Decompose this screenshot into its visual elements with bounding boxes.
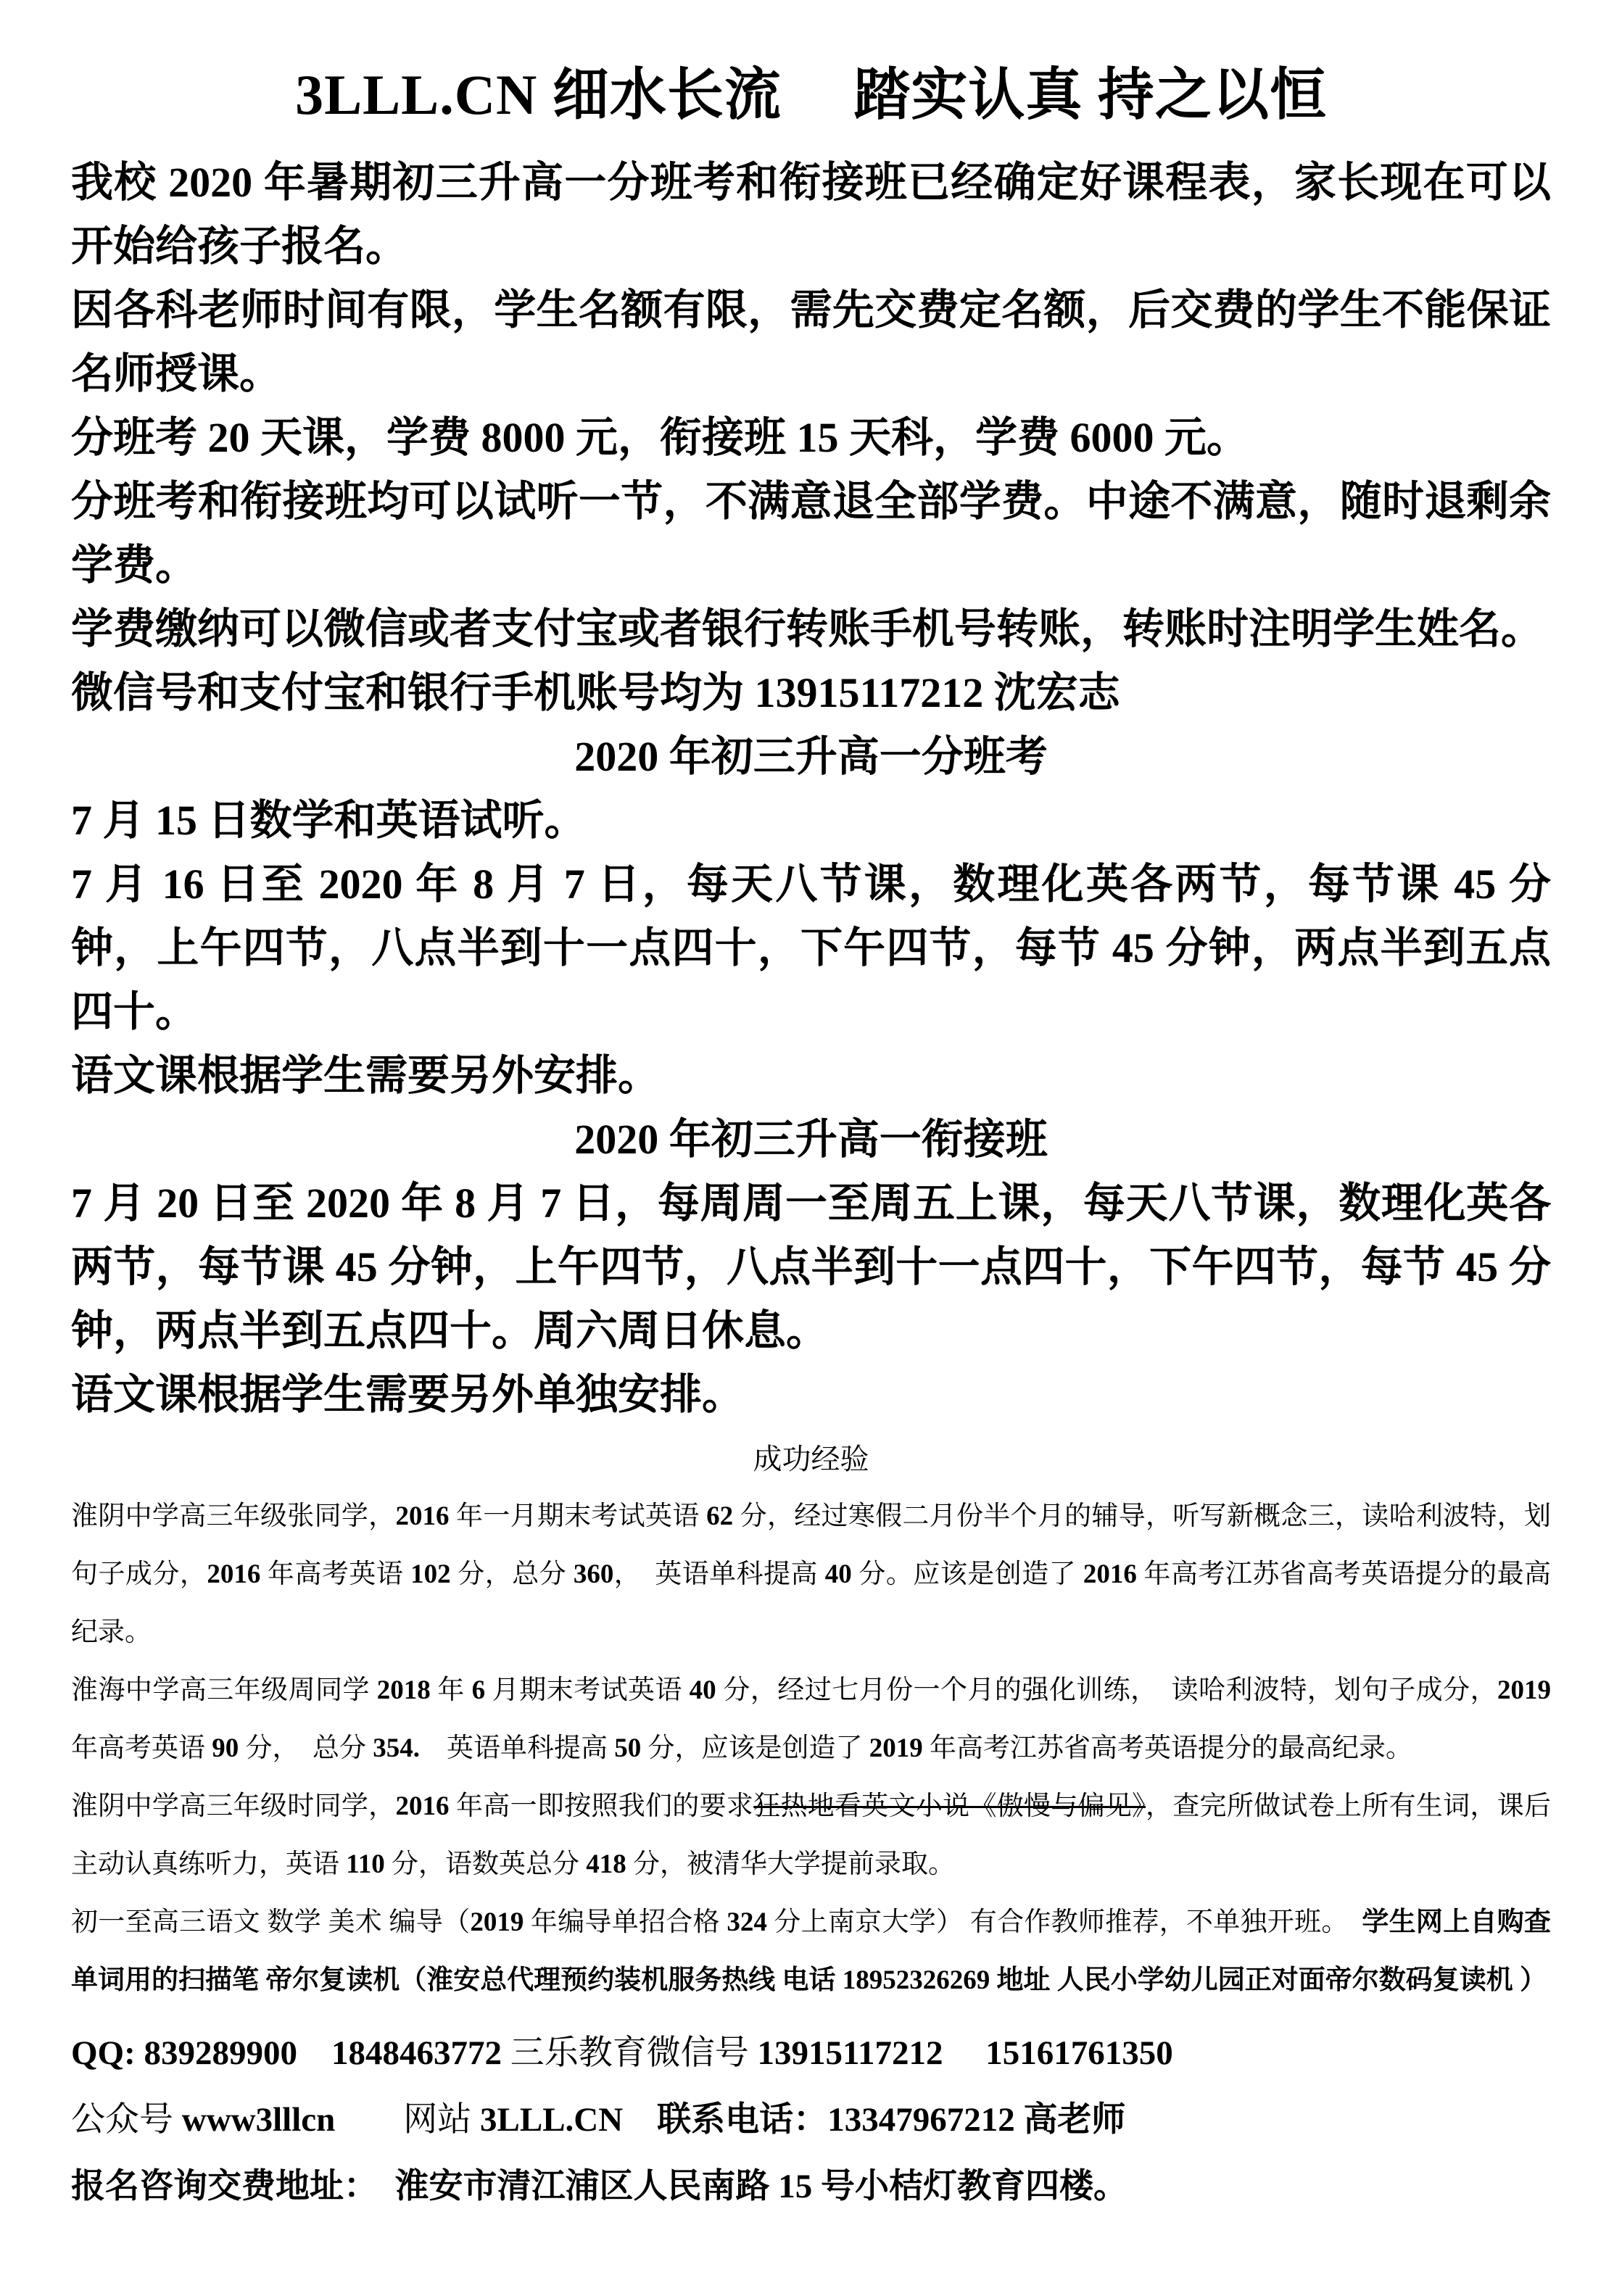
success-heading: 成功经验 [753,1442,869,1475]
fenban-paragraph-3: 语文课根据学生需要另外安排。 [71,1051,661,1099]
scanner-pen-notice-text: 学生网上自购查单词用的扫描笔 帝尔复读机（淮安总代理预约装机服务热线 电话 18952326269 地址 人民小学幼儿园正对面帝尔数码复读机 ） [71,1907,1552,1995]
success-story-2: 淮海中学高三年级周同学 2018 年 6 月期末考试英语 40 分，经过七月份一个月的强化训练， 读哈利波特，划句子成分，2019 年高考英语 90 分， 总分 354. 英语单科提高 50 分，应该是创造了 2019 年高考江苏省高考英语提分的最高纪录。 [71,1675,1552,1763]
story-3-strikethrough-text: 狂热地看英文小说《傲慢与偏见》 [753,1791,1146,1821]
qq-numbers: QQ: 839289900 1848463772 [71,2034,510,2072]
fenban-paragraph-1: 7 月 15 日数学和英语试听。 [71,796,587,844]
website-contact-line [71,2086,1551,2153]
story-3-text: 淮阴中学高三年级时同学，2016 年高一即按照我们的要求 [71,1791,754,1821]
xianjie-paragraph-2: 语文课根据学生需要另外单独安排。 [71,1370,745,1418]
address-line [71,2153,1551,2220]
xianjie-heading: 2020 年初三升高一衔接班 [574,1115,1048,1163]
wechat-label: 三乐教育微信号 [510,2034,758,2072]
qq-contact-line [71,2020,1551,2086]
intro-paragraph-2: 因各科老师时间有限，学生名额有限，需先交费定名额，后交费的学生不能保证名师授课。 [71,286,1551,397]
fenban-paragraph-2: 7 月 16 日至 2020 年 8 月 7 日，每天八节课，数理化英各两节，每节课 45 分钟，上午四节，八点半到十一点四十，下午四节，每节 45 分钟，两点半到五点四十。 [71,860,1551,1035]
website-label: 网站 [335,2100,480,2139]
success-story-1: 淮阴中学高三年级张同学，2016 年一月期末考试英语 62 分，经过寒假二月份半个月的辅导，听写新概念三，读哈利波特，划句子成分，2016 年高考英语 102 分，总分 360， 英语单科提高 40 分。应该是创造了 2016 年高考江苏省高考英语提分的最高纪录。 [71,1501,1552,1647]
fenban-heading: 2020 年初三升高一分班考 [574,732,1048,780]
intro-paragraph-6: 微信号和支付宝和银行手机账号均为 13915117212 沈宏志 [71,668,1120,716]
courses-paragraph [71,1894,1551,2010]
website-value: 3LLL.CN [480,2100,624,2139]
wechat-numbers: 13915117212 15161761350 [757,2034,1173,2072]
intro-paragraph-1: 我校 2020 年暑期初三升高一分班考和衔接班已经确定好课程表，家长现在可以开始给孩子报名。 [71,158,1551,270]
intro-paragraph-3: 分班考 20 天课，学费 8000 元，衔接班 15 天科，学费 6000 元。 [71,413,1249,461]
xianjie-paragraph-1: 7 月 20 日至 2020 年 8 月 7 日，每周周一至周五上课，每天八节课，数理化英各两节，每节课 45 分钟，上午四节，八点半到十一点四十，下午四节，每节 45 分钟，两点半到五点四十。周六周日休息。 [71,1179,1551,1354]
page-title: 3LLL.CN 细水长流 踏实认真 持之以恒 [295,63,1327,126]
story-3-text-tail: ，查完所做试卷上所有生词，课后主动认真练听力，英语 110 分，语数英总分 418 分，被清华大学提前录取。 [71,1791,1552,1879]
address-label: 报名咨询交费地址： [71,2167,395,2205]
contact-block [71,2020,1551,2220]
courses-offered-text: 初一至高三语文 数学 美术 编导（2019 年编导单招合格 324 分上南京大学） 有合作教师推荐，不单独开班。 [71,1907,1362,1937]
gongzhonghao-label: 公众号 [71,2100,182,2139]
phone-label: 联系电话： [623,2100,828,2139]
address-value: 淮安市清江浦区人民南路 15 号小桔灯教育四楼。 [394,2167,1127,2205]
phone-value: 13347967212 高老师 [827,2100,1126,2139]
success-story-3 [71,1778,1551,1894]
intro-paragraph-4: 分班考和衔接班均可以试听一节，不满意退全部学费。中途不满意，随时退剩余学费。 [71,477,1551,589]
gongzhonghao-value: www3lllcn [181,2100,336,2139]
intro-paragraph-5: 学费缴纳可以微信或者支付宝或者银行转账手机号转账，转账时注明学生姓名。 [71,605,1544,652]
